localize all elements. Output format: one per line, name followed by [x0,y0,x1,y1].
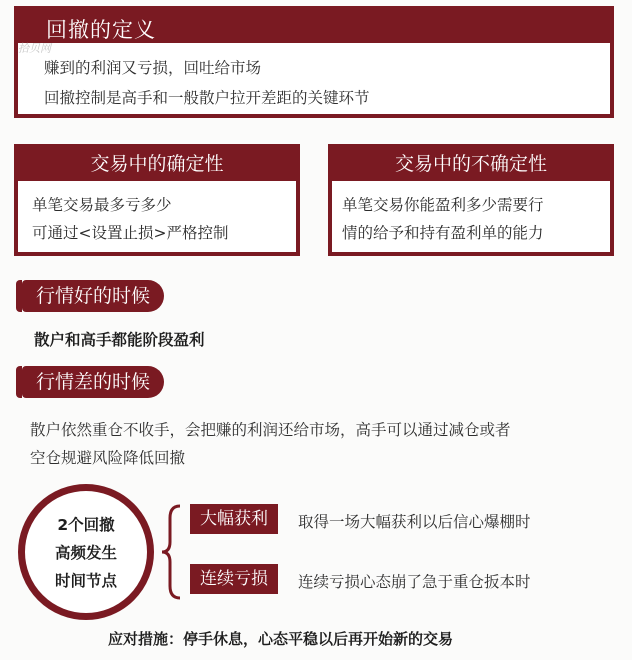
tag-consecutive-loss-desc: 连续亏损心态崩了急于重仓扳本时 [298,573,531,591]
certainty-line-1: 单笔交易最多亏多少 [32,196,172,214]
definition-line-1: 赚到的利润又亏损，回吐给市场 [44,59,262,77]
retrace-circle [18,484,154,620]
definition-header [18,10,610,43]
curly-brace [160,504,184,600]
definition-title: 回撤的定义 [46,18,156,42]
uncertainty-card [328,144,614,256]
good-market-text: 散户和高手都能阶段盈利 [34,331,205,349]
certainty-card [14,144,300,256]
tag-big-profit: 大幅获利 [190,504,278,534]
certainty-line-2: 可通过<设置止损>严格控制 [32,224,229,242]
tag-big-profit-desc: 取得一场大幅获利以后信心爆棚时 [298,513,531,531]
tag-consecutive-loss: 连续亏损 [190,564,278,594]
good-market-label: 行情好的时候 [22,280,164,312]
uncertainty-line-1: 单笔交易你能盈利多少需要行 [342,196,544,214]
definition-box [14,6,614,118]
uncertainty-title: 交易中的不确定性 [332,148,610,181]
circle-line-1: 2个回撤 [57,516,115,534]
bad-market-line-2: 空仓规避风险降低回撤 [30,449,186,467]
definition-line-2: 回撤控制是高手和一般散户拉开差距的关键环节 [44,89,370,107]
watermark: 拾贝网 [18,42,51,55]
measure-text: 应对措施：停手休息，心态平稳以后再开始新的交易 [108,630,454,648]
bad-market-line-1: 散户依然重仓不收手，会把赚的利润还给市场，高手可以通过减仓或者 [30,421,511,439]
circle-line-2: 高频发生 [54,544,117,562]
circle-line-3: 时间节点 [54,572,117,590]
certainty-title: 交易中的确定性 [18,148,296,181]
uncertainty-line-2: 情的给予和持有盈利单的能力 [342,224,544,242]
bad-market-label: 行情差的时候 [22,366,164,398]
